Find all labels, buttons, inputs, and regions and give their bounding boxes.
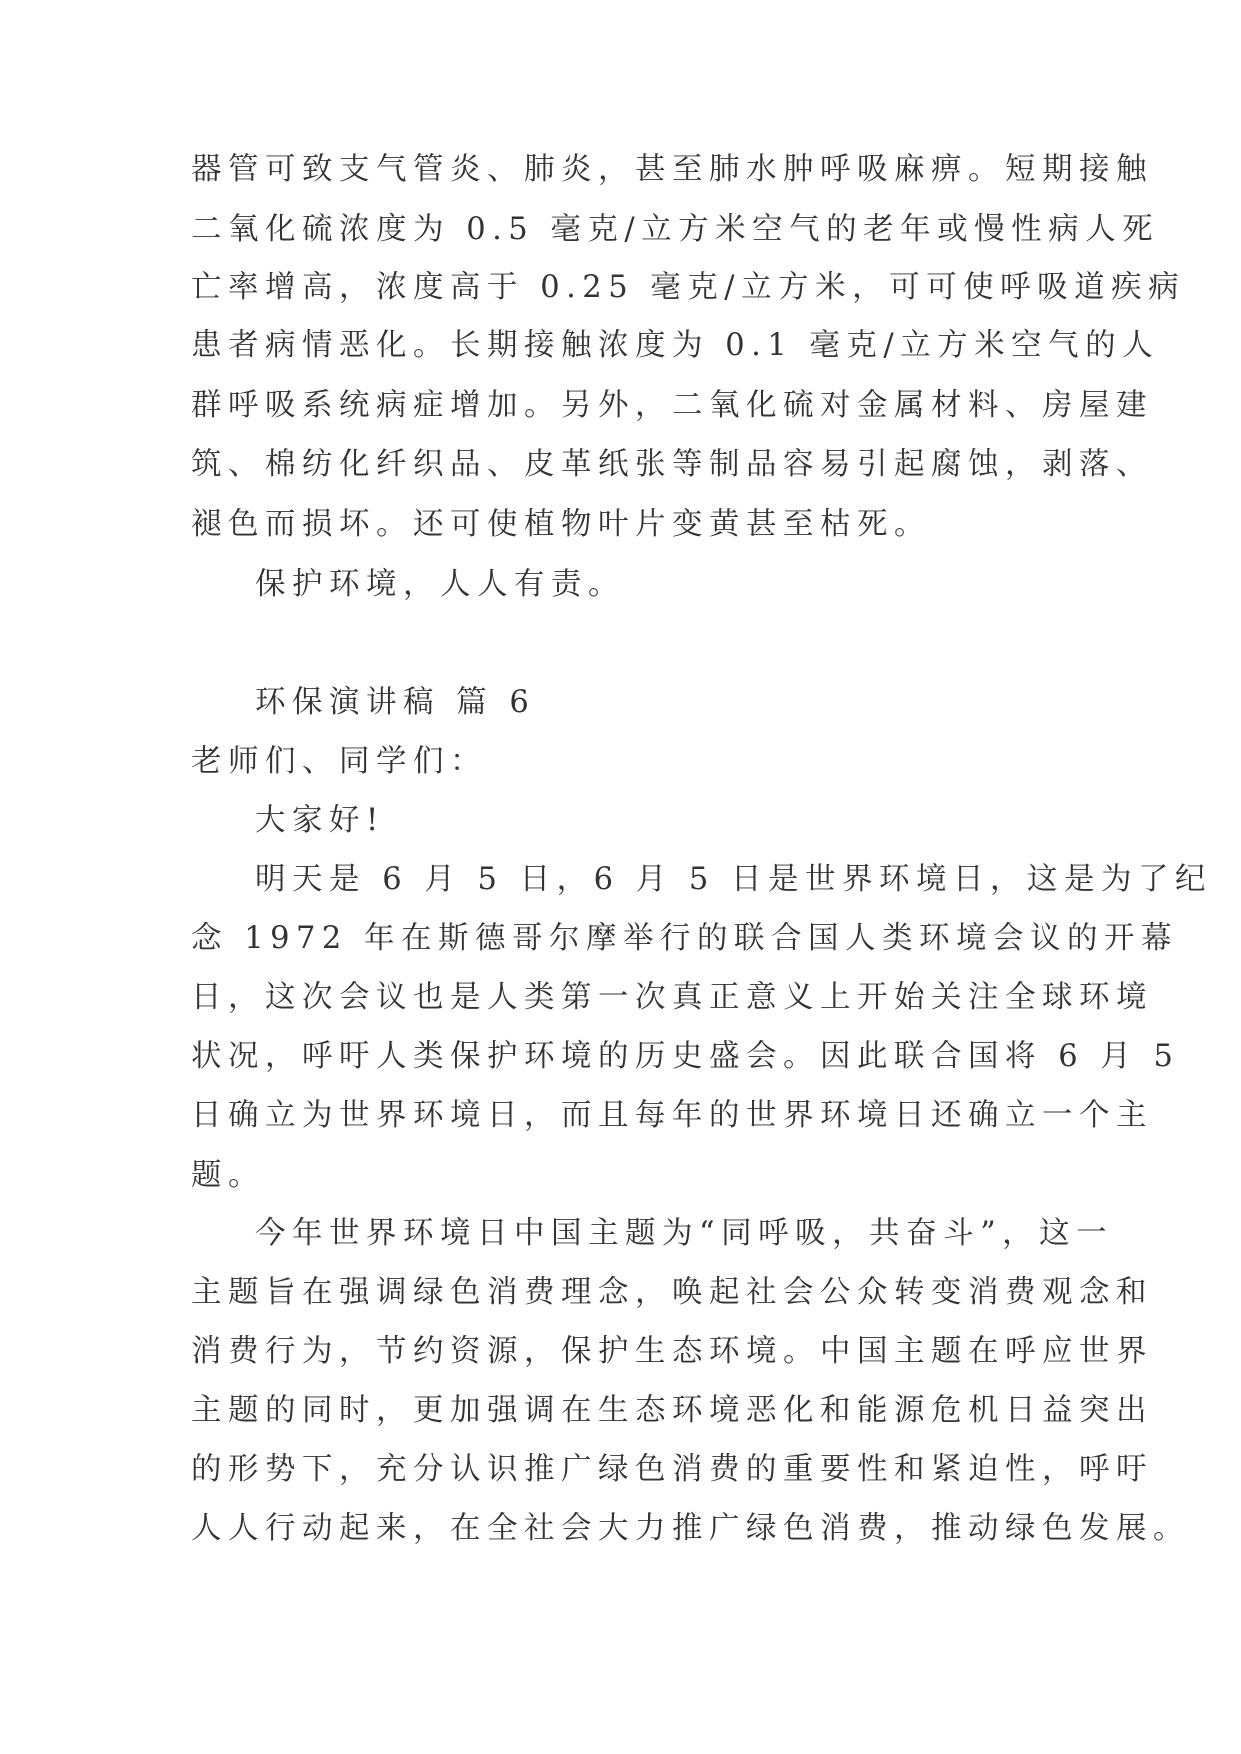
greeting: 大家好! [255, 803, 385, 838]
paragraph-line: 器管可致支气管炎、肺炎，甚至肺水肿呼吸麻痹。短期接触 [191, 152, 1153, 187]
paragraph-line: 主题旨在强调绿色消费理念，唤起社会公众转变消费观念和 [191, 1275, 1153, 1310]
paragraph-line: 念 1972 年在斯德哥尔摩举行的联合国人类环境会议的开幕 [191, 921, 1179, 956]
paragraph-line: 消费行为，节约资源，保护生态环境。中国主题在呼应世界 [191, 1334, 1153, 1369]
paragraph-line: 褪色而损坏。还可使植物叶片变黄甚至枯死。 [191, 507, 931, 542]
paragraph-line: 人人行动起来，在全社会大力推广绿色消费，推动绿色发展。 [191, 1511, 1190, 1546]
paragraph-line: 筑、棉纺化纤织品、皮革纸张等制品容易引起腐蚀，剥落、 [191, 447, 1153, 482]
paragraph-line: 状况，呼吁人类保护环境的历史盛会。因此联合国将 6 月 5 [191, 1039, 1180, 1074]
paragraph-line: 今年世界环境日中国主题为“同呼吸，共奋斗”，这一 [255, 1216, 1114, 1251]
paragraph-line: 主题的同时，更加强调在生态环境恶化和能源危机日益突出 [191, 1393, 1153, 1428]
paragraph-line: 群呼吸系统病症增加。另外，二氧化硫对金属材料、房屋建 [191, 388, 1153, 423]
paragraph-line: 日确立为世界环境日，而且每年的世界环境日还确立一个主 [191, 1098, 1153, 1133]
salutation: 老师们、同学们： [191, 744, 487, 779]
paragraph-line: 明天是 6 月 5 日，6 月 5 日是世界环境日，这是为了纪 [255, 862, 1212, 897]
section-title: 环保演讲稿 篇 6 [255, 685, 536, 720]
paragraph-line: 题。 [191, 1158, 265, 1193]
paragraph-line: 的形势下，充分认识推广绿色消费的重要性和紧迫性，呼吁 [191, 1452, 1153, 1487]
paragraph-line: 日，这次会议也是人类第一次真正意义上开始关注全球环境 [191, 980, 1153, 1015]
closing-line: 保护环境，人人有责。 [255, 567, 625, 602]
paragraph-line: 亡率增高，浓度高于 0.25 毫克/立方米，可可使呼吸道疾病 [191, 270, 1186, 305]
paragraph-line: 二氧化硫浓度为 0.5 毫克/立方米空气的老年或慢性病人死 [191, 212, 1160, 247]
paragraph-line: 患者病情恶化。长期接触浓度为 0.1 毫克/立方米空气的人 [191, 328, 1160, 363]
